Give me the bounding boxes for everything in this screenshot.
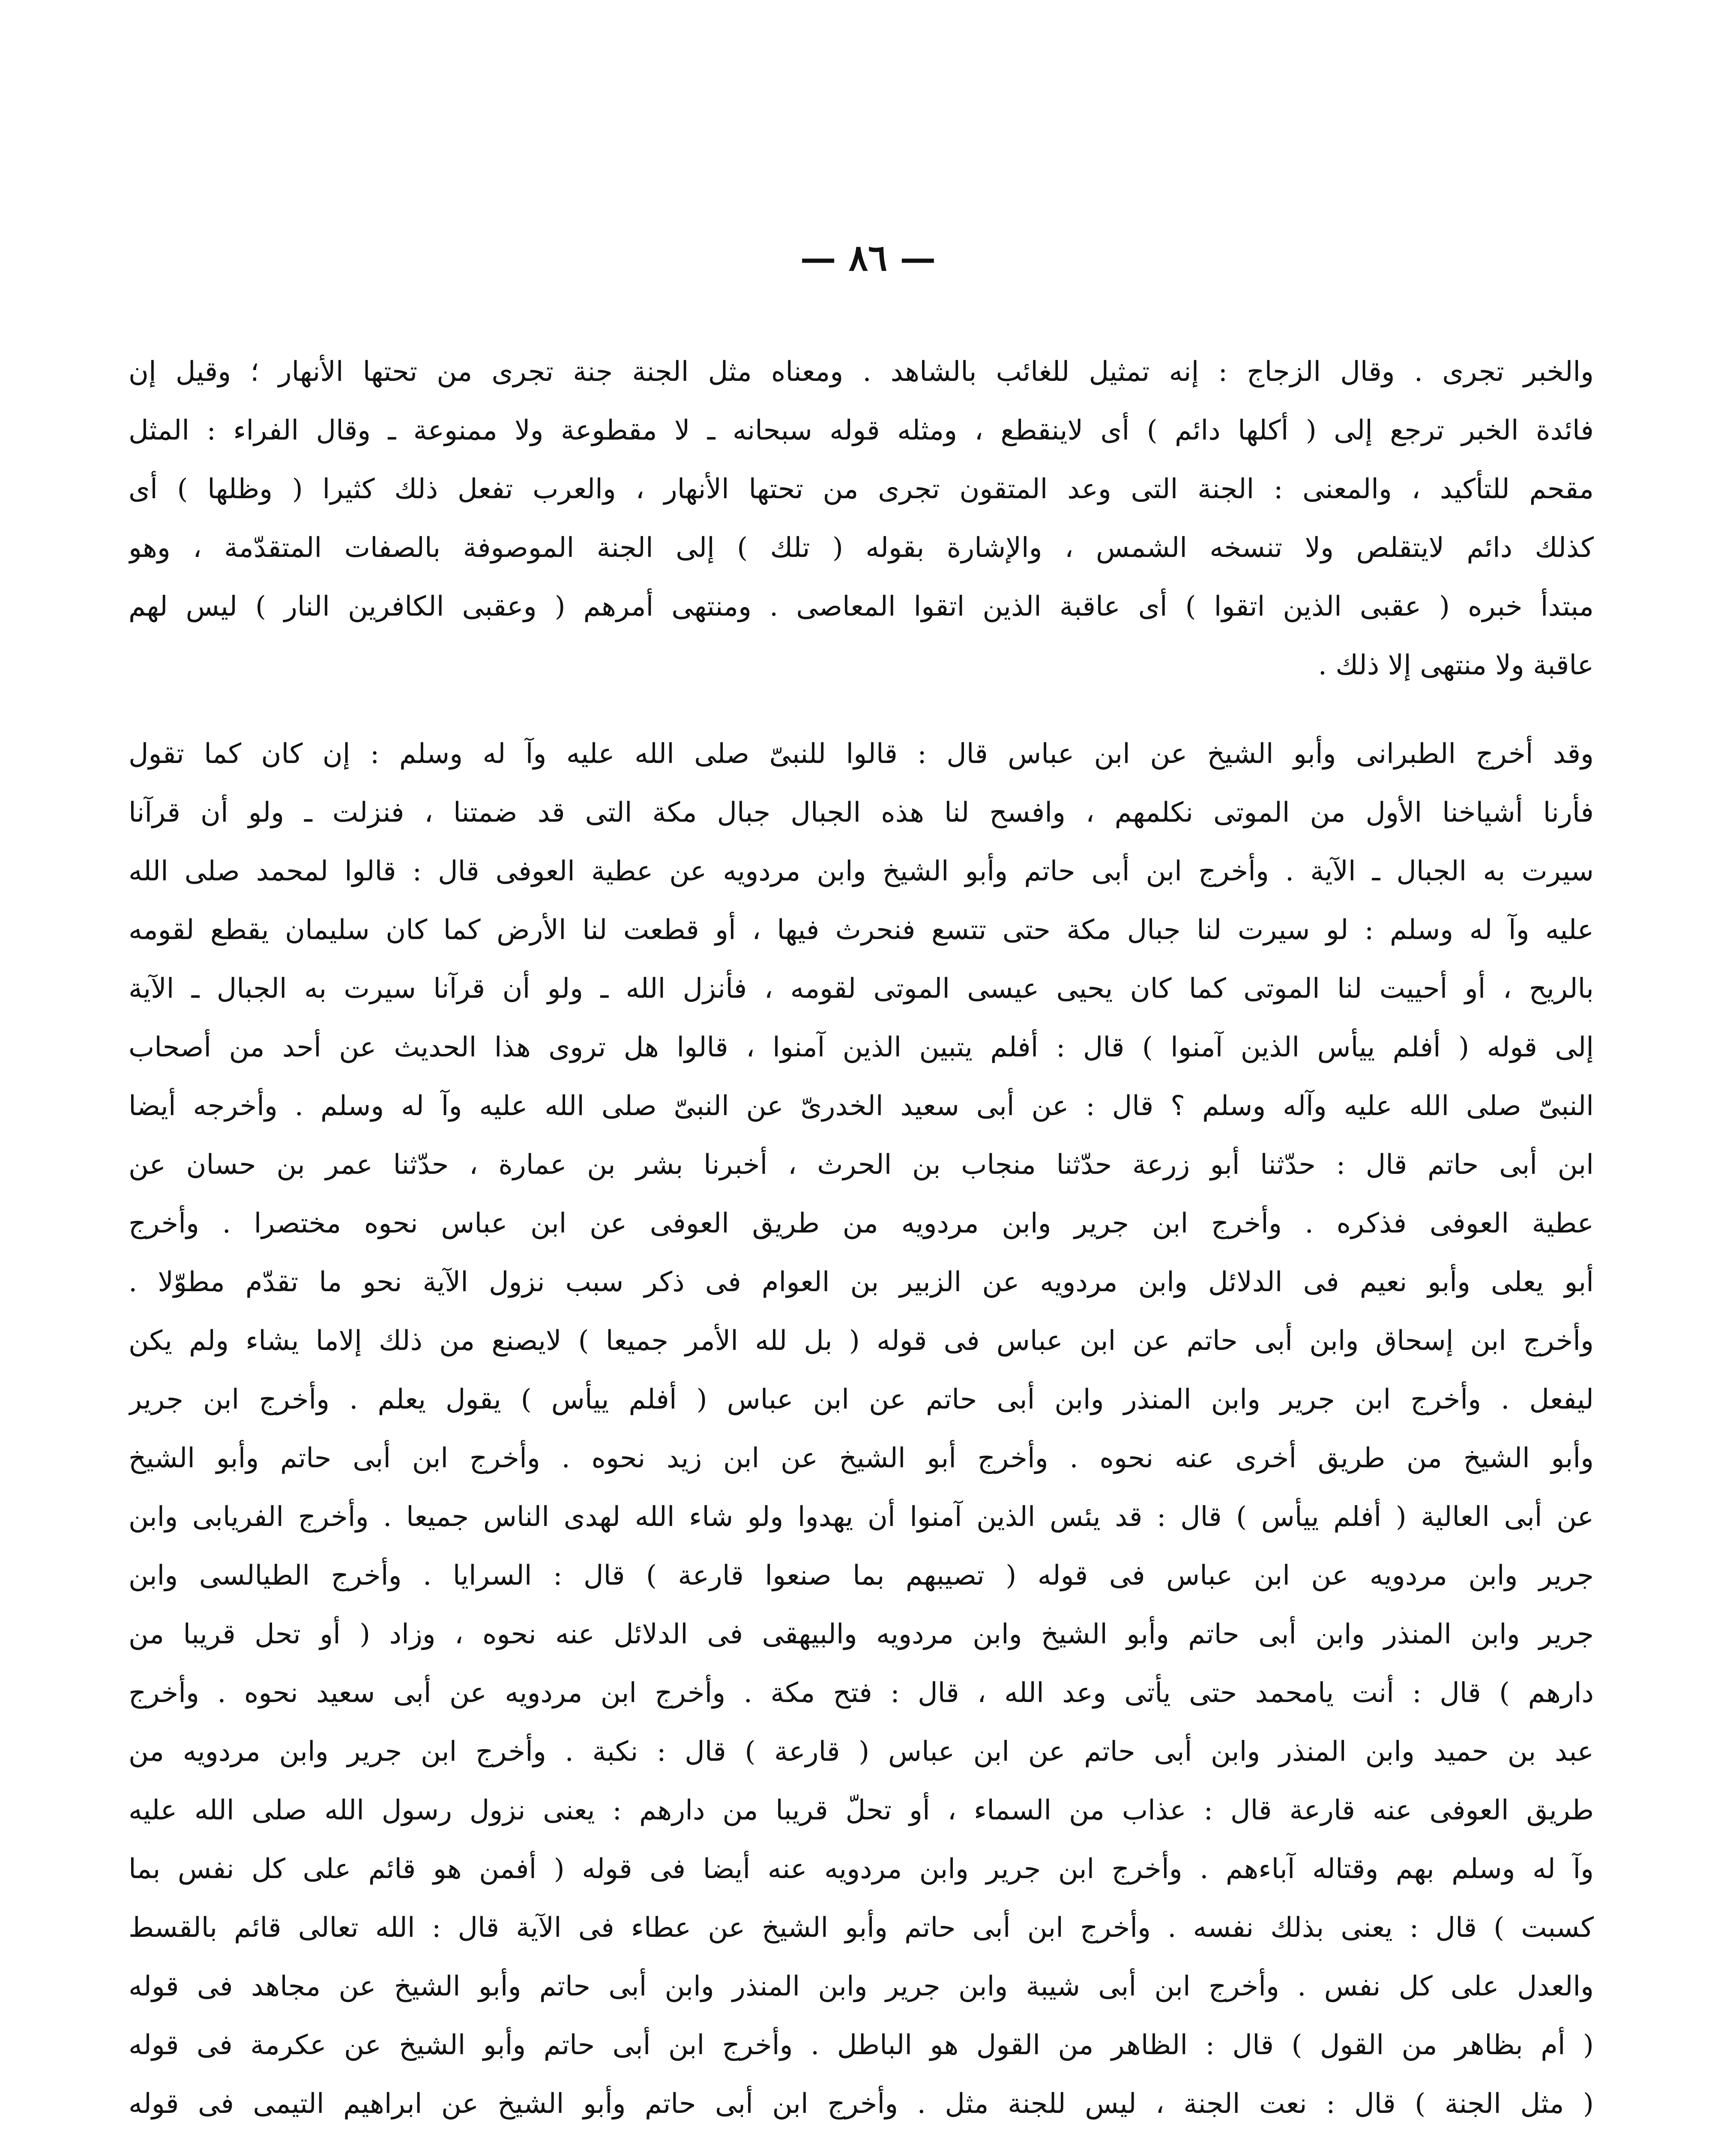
text-line: وقد أخرج الطبرانى وأبو الشيخ عن ابن عباس قال : قالوا للنبىّ صلى الله عليه وآ له وسلم : إن كان كما تقول xyxy=(129,738,1594,770)
paragraph-1 xyxy=(129,343,1594,695)
text-line: عبد بن حميد وابن المنذر وابن أبى حاتم عن ابن عباس ( قارعة ) قال : نكبة . وأخرج ابن جرير وابن مردويه من xyxy=(129,1736,1594,1768)
text-line: وآ له وسلم بهم وقتاله آباءهم . وأخرج ابن جرير وابن مردويه عنه أيضا فى قوله ( أفمن هو قائم على كل نفس بما xyxy=(129,1853,1594,1885)
page-body xyxy=(129,343,1594,2142)
text-line: كسبت ) قال : يعنى بذلك نفسه . وأخرج ابن أبى حاتم وأبو الشيخ عن عطاء فى الآية قال : الله تعالى قائم بالقسط xyxy=(129,1912,1594,1944)
text-line: ( مثل الجنة ) قال : نعت الجنة ، ليس للجنة مثل . وأخرج ابن أبى حاتم وأبو الشيخ عن ابراهيم التيمى فى قوله xyxy=(129,2088,1594,2120)
text-line: عطية العوفى فذكره . وأخرج ابن جرير وابن مردويه من طريق العوفى عن ابن عباس نحوه مختصرا . وأخرج xyxy=(129,1208,1594,1239)
text-line: جرير وابن المنذر وابن أبى حاتم وأبو الشيخ وابن مردويه والبيهقى فى الدلائل عنه نحوه ، وزاد ( أو تحل قريبا من xyxy=(129,1618,1594,1650)
text-line: النبىّ صلى الله عليه وآله وسلم ؟ قال : عن أبى سعيد الخدرىّ عن النبىّ صلى الله عليه وآ له وسلم . وأخرجه أيضا xyxy=(129,1090,1594,1122)
text-line: ( أم بظاهر من القول ) قال : الظاهر من القول هو الباطل . وأخرج ابن أبى حاتم وأبو الشيخ عن عكرمة فى قوله xyxy=(129,2029,1594,2061)
text-line xyxy=(129,2133,1594,2142)
text-line: فائدة الخبر ترجع إلى ( أكلها دائم ) أى لاينقطع ، ومثله قوله سبحانه ـ لا مقطوعة ولا ممنوعة ـ وقال الفراء : المثل xyxy=(129,415,1594,446)
paragraph-2 xyxy=(129,725,1594,2142)
text-line: عن أبى العالية ( أفلم ييأس ) قال : قد يئس الذين آمنوا أن يهدوا ولو شاء الله لهدى الناس جميعا . وأخرج الفريابى وابن xyxy=(129,1501,1594,1533)
text-line: والخبر تجرى . وقال الزجاج : إنه تمثيل للغائب بالشاهد . ومعناه مثل الجنة جنة تجرى من تحتها الأنهار ؛ وقيل إن xyxy=(129,356,1594,388)
text-line: وأبو الشيخ من طريق أخرى عنه نحوه . وأخرج أبو الشيخ عن ابن زيد نحوه . وأخرج ابن أبى حاتم وأبو الشيخ xyxy=(129,1442,1594,1474)
page-number: — ٨٦ — xyxy=(800,236,936,279)
text-line: عاقبة ولا منتهى إلا ذلك . xyxy=(1318,649,1594,681)
text-line: مقحم للتأكيد ، والمعنى : الجنة التى وعد المتقون تجرى من تحتها الأنهار ، والعرب تفعل ذلك كثيرا ( وظلها ) أى xyxy=(129,473,1594,505)
text-line: سيرت به الجبال ـ الآية . وأخرج ابن أبى حاتم وأبو الشيخ وابن مردويه عن عطية العوفى قال : قالوا لمحمد صلى الله xyxy=(129,856,1594,887)
text-line: بالريح ، أو أحييت لنا الموتى كما كان يحيى عيسى الموتى لقومه ، فأنزل الله ـ ولو أن قرآنا سيرت به الجبال ـ الآية xyxy=(129,973,1594,1005)
text-line: ليفعل . وأخرج ابن جرير وابن المنذر وابن أبى حاتم عن ابن عباس ( أفلم ييأس ) يقول يعلم . وأخرج ابن جرير xyxy=(129,1384,1594,1415)
text-line: دارهم ) قال : أنت يامحمد حتى يأتى وعد الله ، قال : فتح مكة . وأخرج ابن مردويه عن أبى سعيد نحوه . وأخرج xyxy=(129,1677,1594,1709)
text-line: إلى قوله ( أفلم ييأس الذين آمنوا ) قال : أفلم يتبين الذين آمنوا ، قالوا هل تروى هذا الحديث عن أحد من أصحاب xyxy=(129,1032,1594,1063)
text-line: طريق العوفى عنه قارعة قال : عذاب من السماء ، أو تحلّ قريبا من دارهم : يعنى نزول رسول الله صلى الله عليه xyxy=(129,1795,1594,1826)
text-line: فأرنا أشياخنا الأول من الموتى نكلمهم ، وافسح لنا هذه الجبال جبال مكة التى قد ضمتنا ، فنزلت ـ ولو أن قرآنا xyxy=(129,797,1594,829)
text-line: وأخرج ابن إسحاق وابن أبى حاتم عن ابن عباس فى قوله ( بل لله الأمر جميعا ) لايصنع من ذلك إلاما يشاء ولم يكن xyxy=(129,1325,1594,1357)
text-line: ابن أبى حاتم قال : حدّثنا أبو زرعة حدّثنا منجاب بن الحرث ، أخبرنا بشر بن عمارة ، حدّثنا عمر بن حسان عن xyxy=(129,1149,1594,1181)
text-line: أبو يعلى وأبو نعيم فى الدلائل وابن مردويه عن الزبير بن العوام فى ذكر سبب نزول الآية نحو ما تقدّم مطوّلا . xyxy=(129,1266,1594,1298)
text-line: جرير وابن مردويه عن ابن عباس فى قوله ( تصيبهم بما صنعوا قارعة ) قال : السرايا . وأخرج الطيالسى وابن xyxy=(129,1560,1594,1592)
text-line: كذلك دائم لايتقلص ولا تنسخه الشمس ، والإشارة بقوله ( تلك ) إلى الجنة الموصوفة بالصفات المتقدّمة ، وهو xyxy=(129,532,1594,564)
text-line: عليه وآ له وسلم : لو سيرت لنا جبال مكة حتى تتسع فنحرث فيها ، أو قطعت لنا الأرض كما كان سليمان يقطع لقومه xyxy=(129,914,1594,946)
text-line: والعدل على كل نفس . وأخرج ابن أبى شيبة وابن جرير وابن المنذر وابن أبى حاتم وأبو الشيخ عن مجاهد فى قوله xyxy=(129,1971,1594,2002)
text-line: مبتدأ خبره ( عقبى الذين اتقوا ) أى عاقبة الذين اتقوا المعاصى . ومنتهى أمرهم ( وعقبى الكافرين النار ) ليس لهم xyxy=(129,591,1594,622)
